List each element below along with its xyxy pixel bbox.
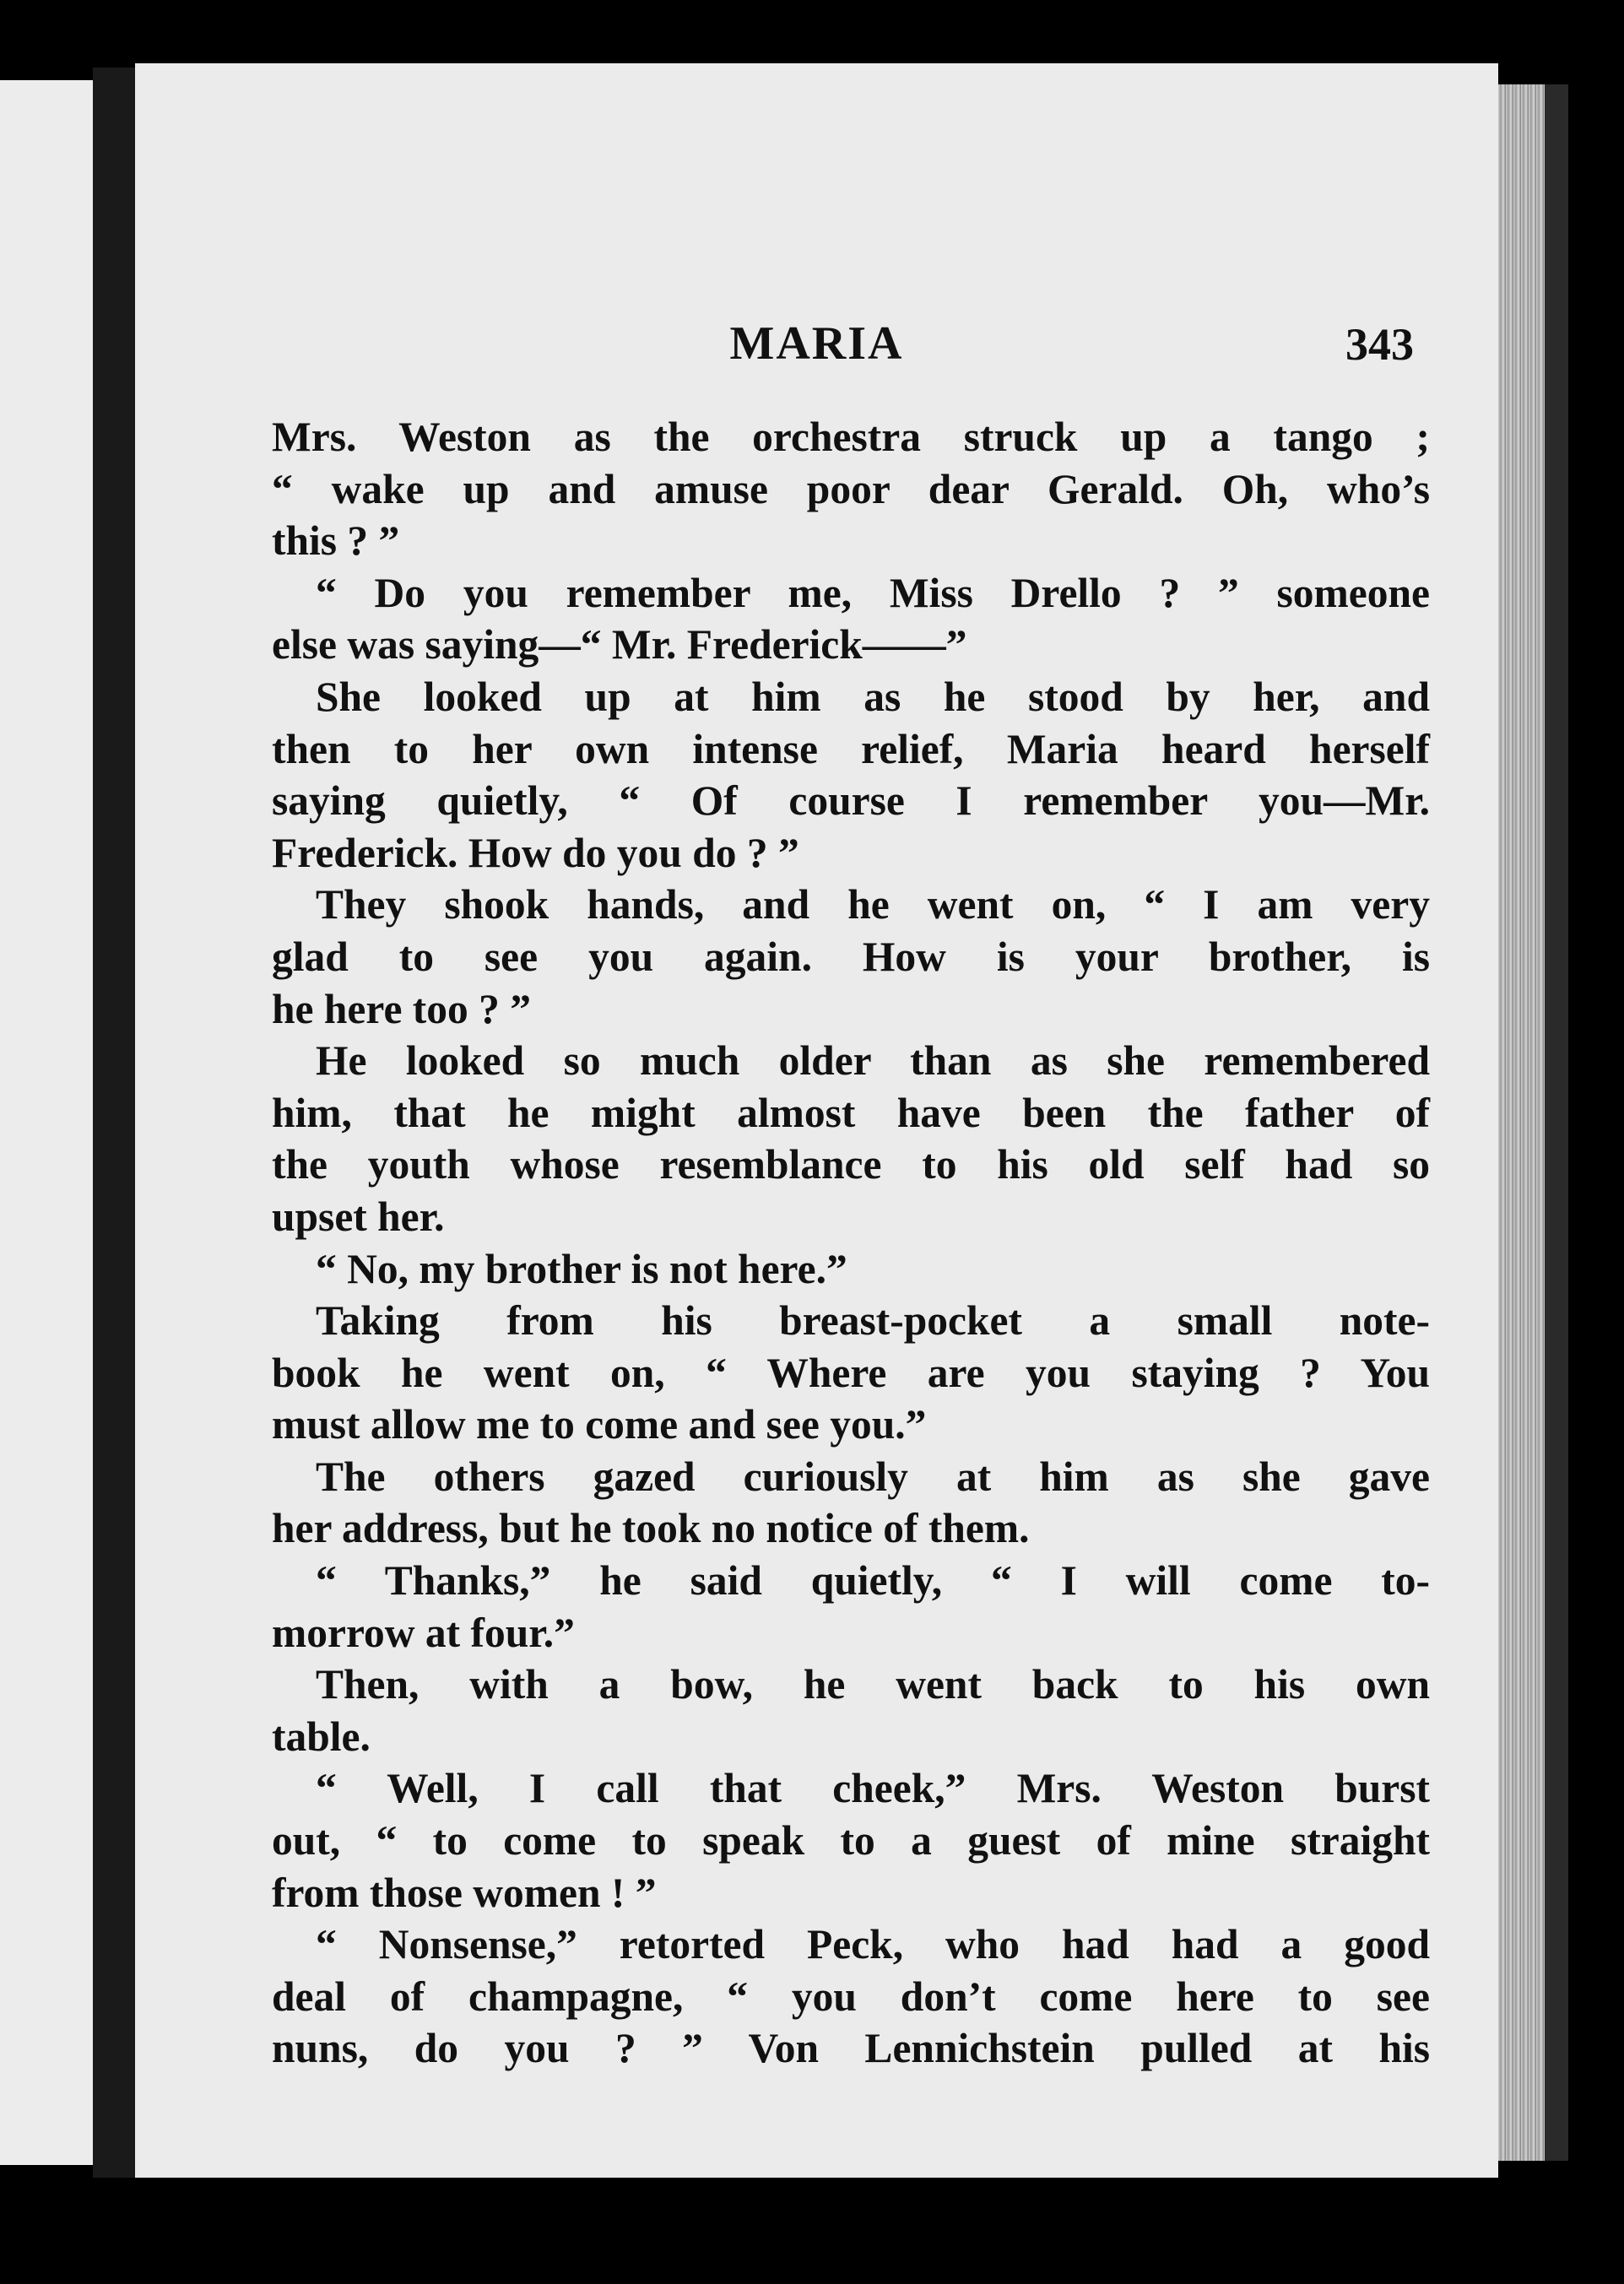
text-line: this ? ” [272,517,400,565]
text-line: book he went on, “ Where are you staying ? You [272,1349,1430,1396]
text-line: He looked so much older than as she remembered [316,1037,1430,1085]
text-line: “ Do you remember me, Miss Drello ? ” someone [316,569,1430,616]
page-header [135,317,1498,384]
text-line: him, that he might almost have been the father of [272,1089,1430,1136]
book-gutter [93,68,135,2178]
cover-edge [1545,84,1568,2161]
text-line: else was saying—“ Mr. Frederick——” [272,621,967,668]
text-line: “ Nonsense,” retorted Peck, who had had a good [316,1921,1430,1968]
text-line: The others gazed curiously at him as she gave [316,1453,1430,1500]
left-page-edge [0,80,93,2165]
text-line: She looked up at him as he stood by her, and [316,673,1430,720]
text-line: her address, but he took no notice of them. [272,1505,1030,1552]
body-text [272,411,1430,2075]
text-line: out, “ to come to speak to a guest of mine straight [272,1817,1430,1865]
page-number: 343 [1345,319,1414,370]
text-line: “ No, my brother is not here.” [316,1245,847,1292]
text-line: Frederick. How do you do ? ” [272,829,799,876]
text-line: Mrs. Weston as the orchestra struck up a tango ; [272,414,1430,460]
text-line: table. [272,1713,371,1760]
text-line: “ Thanks,” he said quietly, “ I will come to- [316,1557,1430,1605]
page-fore-edge [1498,84,1545,2161]
text-line: deal of champagne, “ you don’t come here to see [272,1973,1430,2020]
text-line: “ wake up and amuse poor dear Gerald. Oh, who’s [272,465,1430,512]
text-line: the youth whose resemblance to his old self had so [272,1141,1430,1188]
text-line: upset her. [272,1193,445,1240]
text-line: must allow me to come and see you.” [272,1401,927,1448]
text-line: he here too ? ” [272,985,532,1032]
text-line: glad to see you again. How is your brother, is [272,933,1430,980]
running-title: MARIA [729,317,904,370]
text-line: then to her own intense relief, Maria heard herself [272,725,1430,772]
text-line: saying quietly, “ Of course I remember you—Mr. [272,777,1430,825]
text-line: “ Well, I call that cheek,” Mrs. Weston burst [316,1765,1430,1812]
text-line: Then, with a bow, he went back to his own [316,1661,1430,1708]
text-line: morrow at four.” [272,1609,575,1656]
text-line: They shook hands, and he went on, “ I am very [316,881,1430,928]
text-line: Taking from his breast-pocket a small note- [316,1297,1430,1345]
text-line: from those women ! ” [272,1869,657,1916]
text-line: nuns, do you ? ” Von Lennichstein pulled at his [272,2025,1430,2072]
book-page [135,63,1498,2178]
